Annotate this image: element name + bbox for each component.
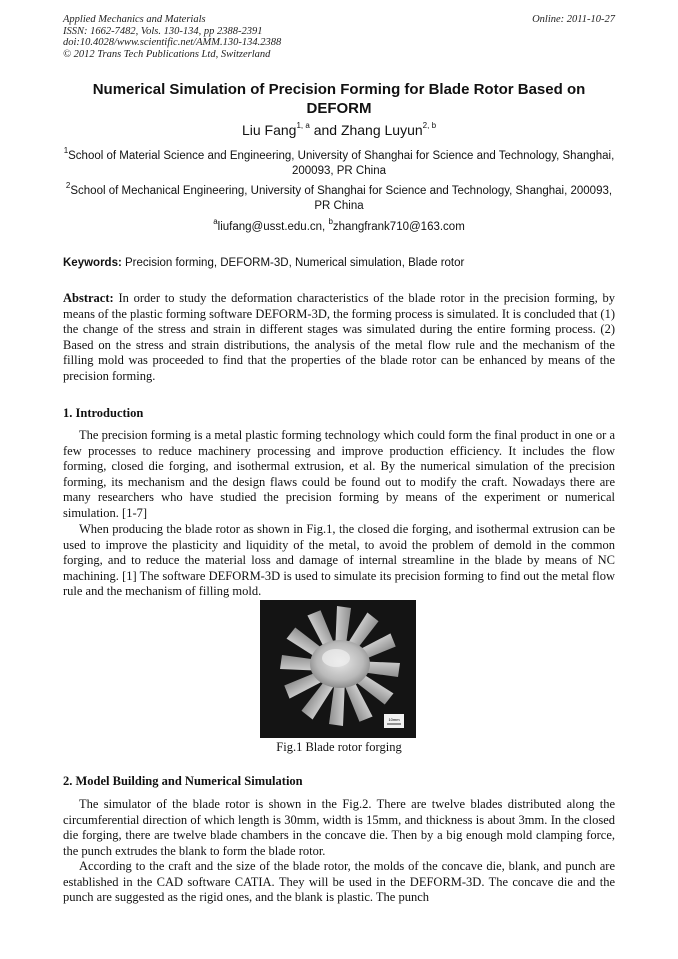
section-heading: 2. Model Building and Numerical Simulation <box>63 774 303 788</box>
author-name: Zhang Luyun <box>340 122 423 138</box>
author-conjunction: and <box>313 122 338 138</box>
affiliation-text: School of Material Science and Engineering, University of Shanghai for Science and Technology, Shanghai, 200093, PR China <box>68 150 615 177</box>
running-header <box>63 14 615 60</box>
keywords-text: Precision forming, DEFORM-3D, Numerical simulation, Blade rotor <box>125 257 465 269</box>
email-address[interactable]: zhangfrank710@163.com <box>332 221 465 233</box>
affiliation-text: School of Mechanical Engineering, University of Shanghai for Science and Technology, Shanghai, 200093, PR China <box>70 185 613 212</box>
journal-name: Applied Mechanics and Materials <box>63 14 206 25</box>
author-name: Liu Fang <box>241 122 297 138</box>
keywords-label: Keywords: <box>63 257 122 269</box>
paragraph: According to the craft and the size of the blade rotor, the molds of the concave die, blank, and punch are established in the CAD software CATIA. They will be used in the DEFORM-3D. The concave die and the punch are suggested as the rigid ones, and the blank is plastic. The punch <box>63 859 615 904</box>
paragraph: The precision forming is a metal plastic forming technology which could form the final product in one or a few processes to reduce machinery processing and improve production efficiency. It includes the flow forming, closed die forging, and isothermal extrusion, et al. By the numerical simulation of the precision forming, its mechanism and the design flaws could be found out to modify the craft. Nowadays there are many researchers who have studied the precision forming by means of the experiment or numerical simulation. [1-7] <box>63 428 615 520</box>
paragraph: When producing the blade rotor as shown in Fig.1, the closed die forging, and isothermal extrusion can be used to improve the plasticity and liquidity of the metal, to avoid the problem of demold in the common forging, and to reduce the material loss and damage of internal streamline in the blade by means of NC machining. [1] The software DEFORM-3D is used to simulate its precision forming to find out the metal flow rule and the mechanism of filling mold. <box>63 522 615 598</box>
blade-rotor-figure <box>260 600 416 738</box>
author-superscript: 1, a <box>296 121 310 131</box>
email-line <box>63 217 615 235</box>
affiliation-1 <box>63 146 615 179</box>
author-line <box>63 121 615 139</box>
email-marker: a <box>213 217 218 227</box>
email-marker: b <box>328 217 333 227</box>
section-heading: 1. Introduction <box>63 406 144 420</box>
author-superscript: 2, b <box>422 121 437 131</box>
affiliation-marker: 1 <box>63 146 69 156</box>
email-address[interactable]: liufang@usst.edu.cn, <box>217 221 326 233</box>
online-date: Online: 2011-10-27 <box>532 14 615 25</box>
keywords <box>63 256 615 271</box>
affiliation-marker: 2 <box>65 181 71 191</box>
blade-rotor-photo <box>260 600 416 738</box>
doi-line: doi:10.4028/www.scientific.net/AMM.130-134.2388 <box>63 37 282 49</box>
affiliation-2 <box>63 181 615 214</box>
abstract-label: Abstract: <box>63 291 114 305</box>
paragraph: The simulator of the blade rotor is shown in the Fig.2. There are twelve blades distributed along the circumferential direction of which length is 30mm, width is 15mm, and thickness is about 3mm. In the closed die forging, there are twelve blade chambers in the concave die. Then by a big enough mold clamping force, the punch extrudes the blank to form the blade rotor. <box>63 797 615 858</box>
abstract-text: In order to study the deformation characteristics of the blade rotor in the precision forming, by means of the plastic forming software DEFORM-3D, the forming process is simulated. It is concluded that (1) the change of the stress and strain in different stages was simulated during the entire forming process. (2) Based on the stress and strain distributions, the analysis of the metal flow rule and the mechanism of the filling mold was proceeded to find that the properties of the blade rotor can be enhanced by means of the precision forming. <box>63 291 616 383</box>
issn-line: ISSN: 1662-7482, Vols. 130-134, pp 2388-2391 <box>63 25 263 37</box>
scale-bar-label: 10mm <box>388 717 400 722</box>
copyright-line: © 2012 Trans Tech Publications Ltd, Switzerland <box>63 48 271 60</box>
figure-caption: Fig.1 Blade rotor forging <box>276 740 402 754</box>
paper-title: Numerical Simulation of Precision Forming for Blade Rotor Based on DEFORM <box>92 81 586 117</box>
abstract <box>63 291 615 384</box>
